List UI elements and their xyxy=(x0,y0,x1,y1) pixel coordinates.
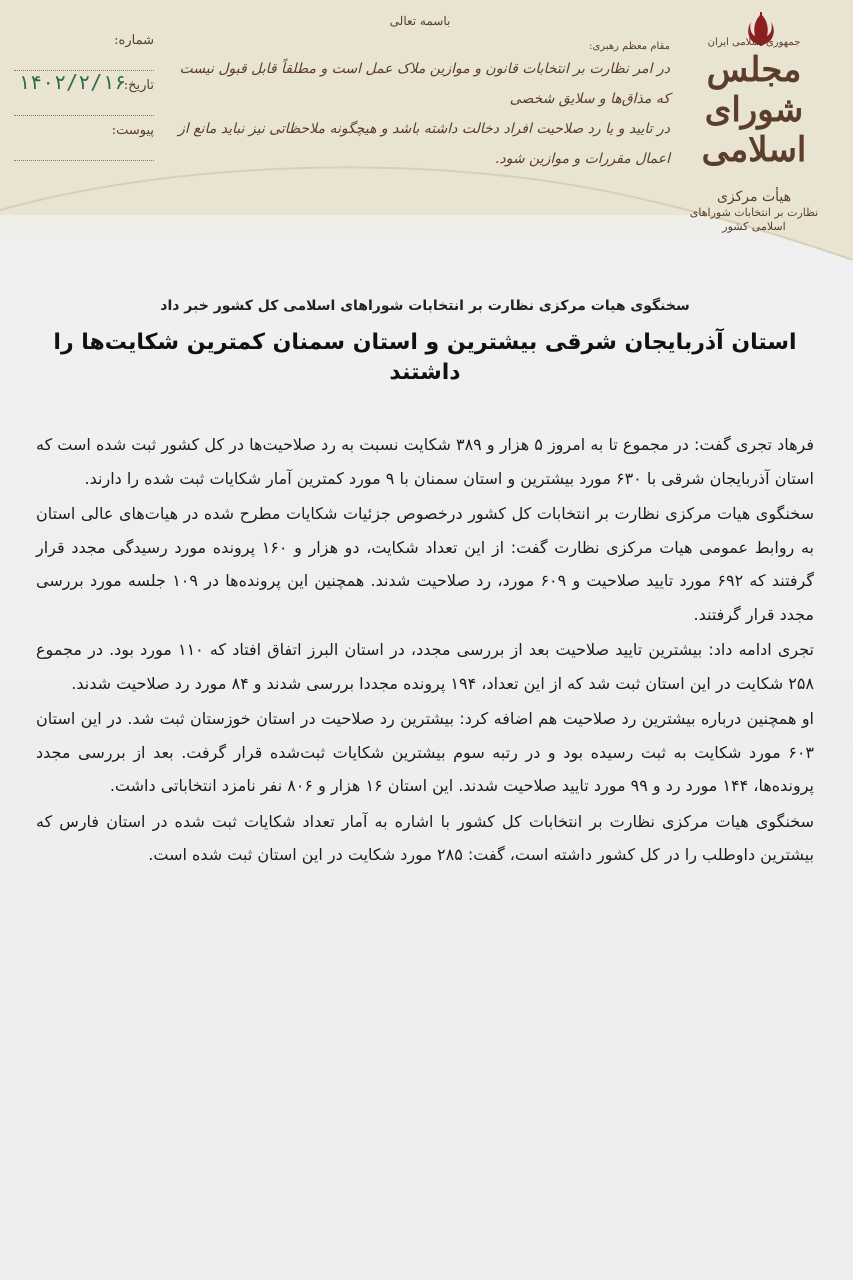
paragraph: تجری ادامه داد: بیشترین تایید صلاحیت بعد از بررسی مجدد، در استان البرز اتفاق افتاد که ۱۱۰ مورد بود. در مجموع ۲۵۸ شکایت در این استان ثبت شد که از این تعداد، ۱۹۴ پرونده مجددا بررسی شدند و ۸۴ مورد رد صلاحیت شدند. xyxy=(36,640,814,693)
quote-line-1: در امر نظارت بر انتخابات قانون و موازین ملاک عمل است و مطلقاً قابل قبول نیست که مذاق‌ها و سلایق شخصی xyxy=(179,61,670,107)
attachment-label: پیوست: xyxy=(111,123,154,138)
paragraph: سخنگوی هیات مرکزی نظارت بر انتخابات کل کشور با اشاره به آمار تعداد شکایات ثبت شده در استان فارس که بیشترین داوطلب را در کل کشور داشته است، گفت: ۲۸۵ مورد شکایت در این استان ثبت شده است. xyxy=(36,811,814,864)
number-label: شماره: xyxy=(114,33,154,48)
org-board: هیأت مرکزی xyxy=(716,189,792,205)
letter-meta xyxy=(14,30,154,165)
paragraph: سخنگوی هیات مرکزی نظارت بر انتخابات کل کشور درخصوص جزئیات شکایات مطرح شده در هیات‌های عالی استان به روابط عمومی هیات مرکزی نظارت گفت: از این تعداد شکایت، دو هزار و ۱۶۰ پرونده مورد رسیدگی مجدد قرار گرفتند که ۶۹۲ مورد تایید صلاحیت و ۶۰۹ مورد، رد صلاحیت شدند. همچنین این پرونده‌ها در ۱۰۹ جلسه مورد بررسی مجدد قرار گرفتند. xyxy=(36,504,815,624)
date-value: ۱۴۰۲/۲/۱۶ xyxy=(18,70,127,94)
article-title: استان آذربایجان شرقی بیشترین و استان سمنان کمترین شکایت‌ها را داشتند xyxy=(53,330,797,385)
paragraph: فرهاد تجری گفت: در مجموع تا به امروز ۵ هزار و ۳۸۹ شکایت نسبت به رد صلاحیت‌ها در کل کشور ثبت شده است که استان آذربایجان شرقی با ۶۳۰ مورد بیشترین و استان سمنان با ۹ مورد کمترین آمار شکایات ثبت شده را دارند. xyxy=(36,435,815,488)
bismillah: باسمه تعالی xyxy=(389,14,451,28)
article-body xyxy=(36,296,814,874)
leader-quote xyxy=(170,40,670,174)
date-label: تاریخ: xyxy=(123,78,154,93)
paragraph: او همچنین درباره بیشترین رد صلاحیت هم اضافه کرد: بیشترین رد صلاحیت در استان خوزستان ثبت شد. در این استان ۶۰۳ مورد شکایت به ثبت رسیده بود و در رتبه سوم بیشترین شکایات ثبت‌شده قرار گرفت. بعد از بررسی مجدد پرونده‌ها، ۱۴۴ مورد رد و ۹۹ مورد تایید صلاحیت شدند. این استان ۱۶ هزار و ۸۰۶ نفر نامزد انتخاباتی داشت. xyxy=(36,709,814,795)
number-row xyxy=(14,30,154,71)
article-subtitle: سخنگوی هیات مرکزی نظارت بر انتخابات شوراهای اسلامی کل کشور خبر داد xyxy=(160,298,690,314)
org-name: مجلس شورای اسلامی xyxy=(701,50,807,170)
quote-line-2: در تایید و یا رد صلاحیت افراد دخالت داشته باشد و هیچگونه ملاحظاتی نیز نباید مانع از اعمال مقررات و موازین شود. xyxy=(178,121,670,167)
quote-lead: مقام معظم رهبری: xyxy=(589,41,670,52)
org-dept: نظارت بر انتخابات شوراهای اسلامی کشور xyxy=(689,206,819,233)
attachment-row xyxy=(14,120,154,161)
date-row xyxy=(14,70,154,116)
org-country: جمهوری اسلامی ایران xyxy=(707,37,801,48)
organization-block xyxy=(679,36,829,234)
